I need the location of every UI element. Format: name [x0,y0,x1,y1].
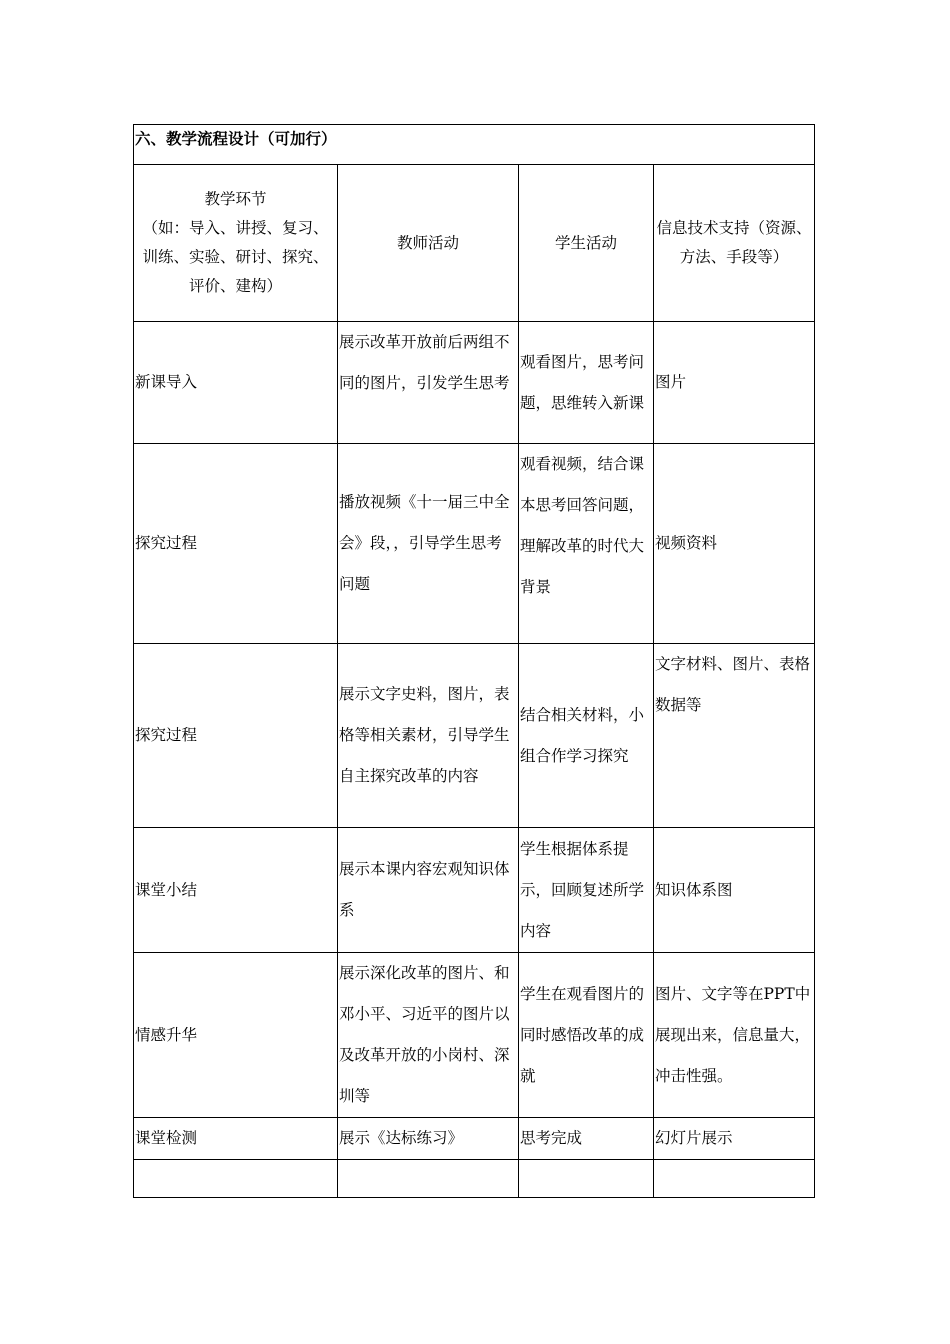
cell-student: 结合相关材料，小组合作学习探究 [519,644,654,828]
cell-student: 观看图片，思考问题，思维转入新课 [519,322,654,444]
cell-tech: 幻灯片展示 [654,1118,815,1160]
cell-tech: 文字材料、图片、表格数据等 [654,644,815,828]
cell-stage: 新课导入 [134,322,338,444]
teaching-flow-table [133,124,815,1198]
cell-teacher: 展示《达标练习》 [338,1118,519,1160]
cell-stage: 课堂检测 [134,1118,338,1160]
cell-teacher: 播放视频《十一届三中全会》段，，引导学生思考问题 [338,444,519,644]
table-row [134,1118,815,1160]
cell-teacher: 展示本课内容宏观知识体系 [338,828,519,953]
table-row [134,953,815,1118]
header-stage: 教学环节 （如：导入、讲授、复习、训练、实验、研讨、探究、评价、建构） [134,165,338,322]
cell-teacher [338,1160,519,1198]
cell-student: 思考完成 [519,1118,654,1160]
header-tech: 信息技术支持（资源、方法、手段等） [654,165,815,322]
table-row [134,322,815,444]
cell-stage: 探究过程 [134,444,338,644]
cell-tech: 图片、文字等在PPT中展现出来，信息量大，冲击性强。 [654,953,815,1118]
cell-stage: 情感升华 [134,953,338,1118]
cell-tech: 知识体系图 [654,828,815,953]
section-title-row [134,125,815,165]
cell-teacher: 展示深化改革的图片、和邓小平、习近平的图片以及改革开放的小岗村、深圳等 [338,953,519,1118]
table-row [134,644,815,828]
cell-stage: 课堂小结 [134,828,338,953]
cell-stage [134,1160,338,1198]
table-row [134,444,815,644]
cell-student: 学生在观看图片的同时感悟改革的成就 [519,953,654,1118]
cell-teacher: 展示文字史料，图片，表格等相关素材，引导学生自主探究改革的内容 [338,644,519,828]
cell-student: 观看视频，结合课本思考回答问题，理解改革的时代大背景 [519,444,654,644]
section-title: 六、教学流程设计（可加行） [134,125,815,165]
cell-student: 学生根据体系提示，回顾复述所学内容 [519,828,654,953]
table-row-empty [134,1160,815,1198]
cell-tech: 图片 [654,322,815,444]
header-row [134,165,815,322]
header-teacher: 教师活动 [338,165,519,322]
cell-tech: 视频资料 [654,444,815,644]
cell-student [519,1160,654,1198]
header-student: 学生活动 [519,165,654,322]
cell-stage: 探究过程 [134,644,338,828]
table-row [134,828,815,953]
cell-teacher: 展示改革开放前后两组不同的图片，引发学生思考 [338,322,519,444]
cell-tech [654,1160,815,1198]
